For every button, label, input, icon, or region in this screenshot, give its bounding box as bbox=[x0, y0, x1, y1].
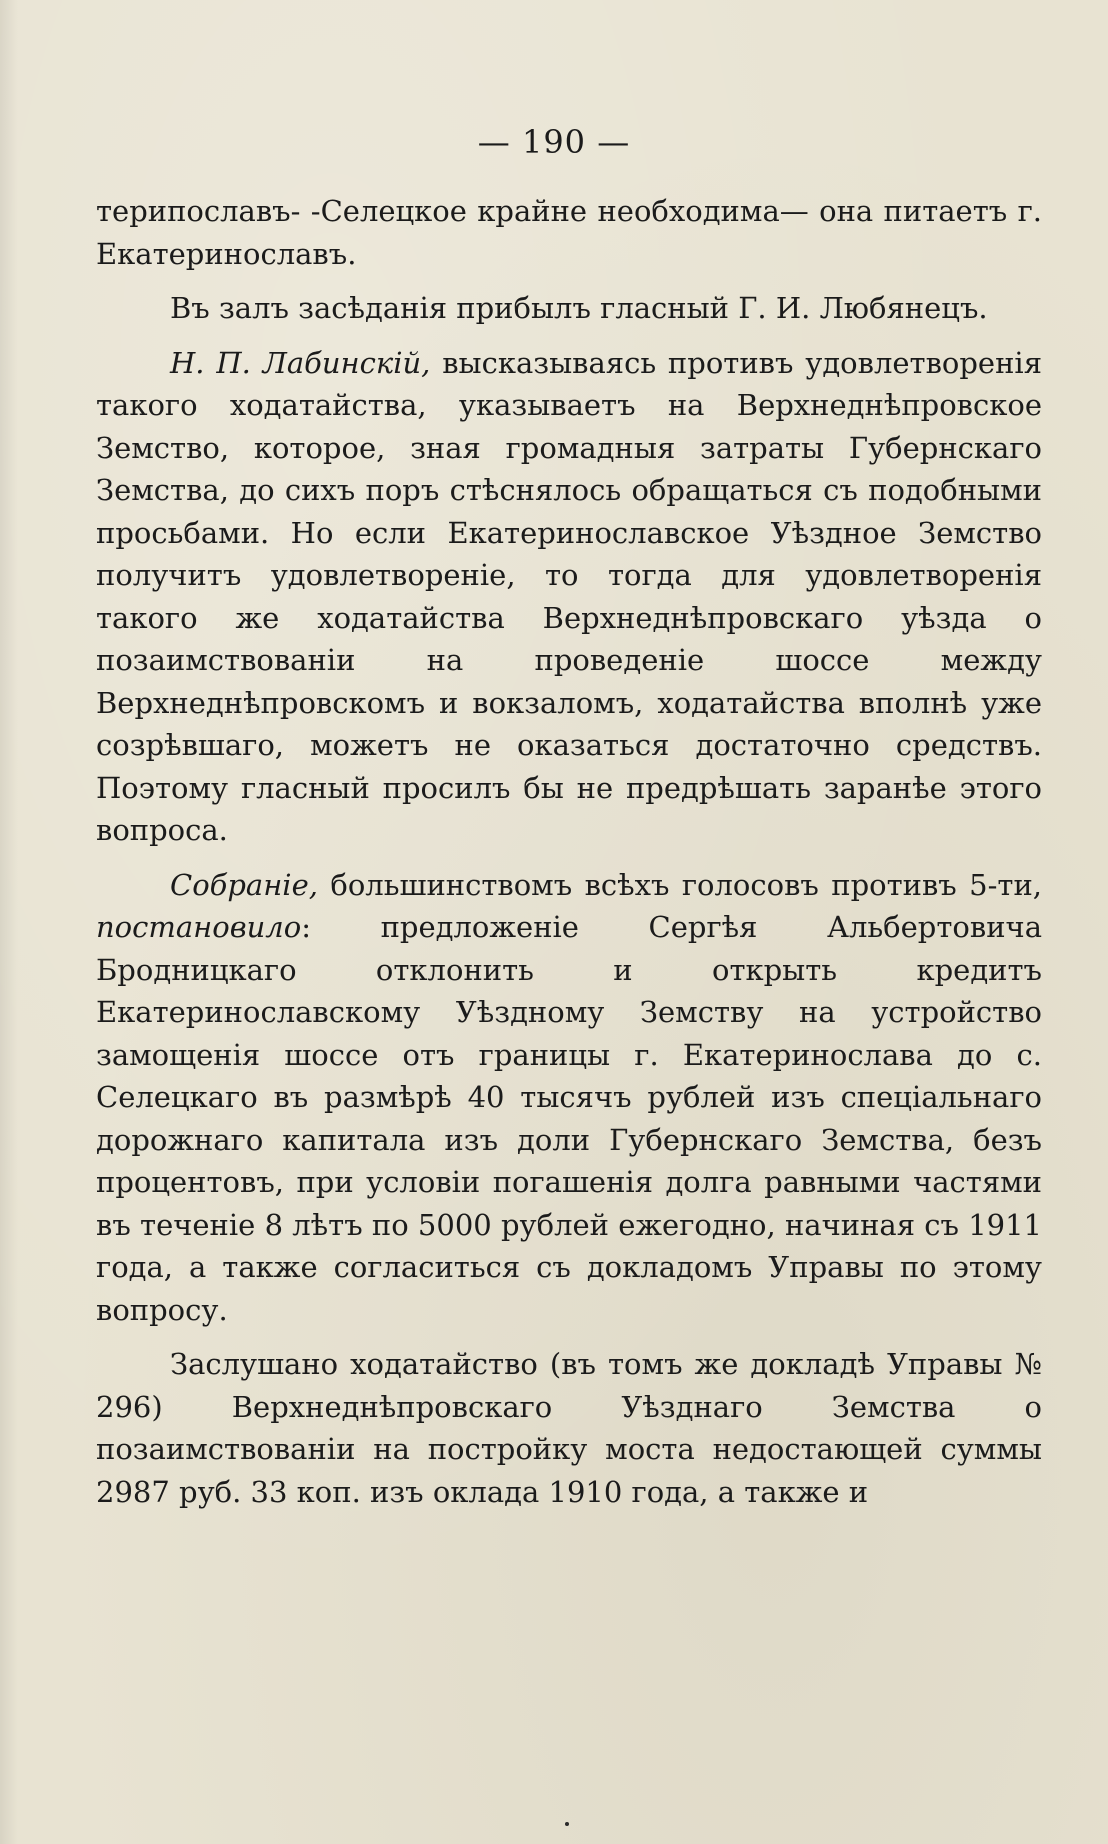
paragraph-speech bbox=[96, 342, 1042, 852]
resolution-verb: постановило bbox=[96, 910, 302, 944]
paragraph-text: большинствомъ всѣхъ голосовъ противъ 5-ти, bbox=[317, 867, 1042, 902]
paragraph-resolution bbox=[96, 864, 1042, 1332]
paragraph-text: Въ залъ засѣданія прибылъ гласный Г. И. Любянецъ. bbox=[170, 291, 988, 325]
paragraph-text: : предложеніе Сергѣя Альбертовича Бродницкаго отклонить и открыть кредитъ Екатеринославскому Уѣздному Земству на устройство замощенія шоссе отъ границы г. Екатеринослава до с. Селецкаго въ размѣрѣ 40 тысячъ рублей изъ спеціальнаго дорожнаго капитала изъ доли Губернскаго Земства, безъ процентовъ, при условіи погашенія долга равными частями въ теченіе 8 лѣтъ по 5000 рублей ежегодно, начиная съ 1911 года, а также согласиться съ докладомъ Управы по этому вопросу. bbox=[96, 910, 1042, 1327]
paragraph-text: Заслушано ходатайство (въ томъ же докладѣ Управы № 296) Верхнеднѣпровскаго Уѣзднаго Земства о позаимствованіи на постройку моста недостающей суммы 2987 руб. 33 коп. изъ оклада 1910 года, а также и bbox=[96, 1347, 1042, 1509]
paragraph-petition bbox=[96, 1343, 1042, 1513]
speaker-name: Н. П. Лабинскій, bbox=[170, 345, 431, 380]
paragraph-text: высказываясь противъ удовлетворенія такого ходатайства, указываетъ на Верхнеднѣпровское Земство, которое, зная громадныя затраты Губернскаго Земства, до сихъ поръ стѣснялось обращаться съ подобными просьбами. Но если Екатеринославское Уѣздное Земство получитъ удовлетвореніе, то тогда для удовлетворенія такого же ходатайства Верхнеднѣпровскаго уѣзда о позаимствованіи на проведеніе шоссе между Верхнеднѣпровскомъ и вокзаломъ, ходатайства вполнѣ уже созрѣвшаго, можетъ не оказаться достаточно средствъ. Поэтому гласный просилъ бы не предрѣшать заранѣе этого вопроса. bbox=[96, 345, 1042, 847]
paragraph-continuation bbox=[96, 190, 1042, 275]
body-text bbox=[96, 190, 1042, 1525]
paragraph-arrival bbox=[96, 287, 1042, 330]
resolution-subject: Собраніе, bbox=[170, 867, 318, 902]
page-number: — 190 — bbox=[477, 123, 631, 161]
paragraph-text: терипославъ- -Селецкое крайне необходима— она питаетъ г. Екатеринославъ. bbox=[96, 194, 1042, 271]
print-dot-mark bbox=[565, 1822, 569, 1826]
page-edge-shadow bbox=[0, 0, 18, 1844]
